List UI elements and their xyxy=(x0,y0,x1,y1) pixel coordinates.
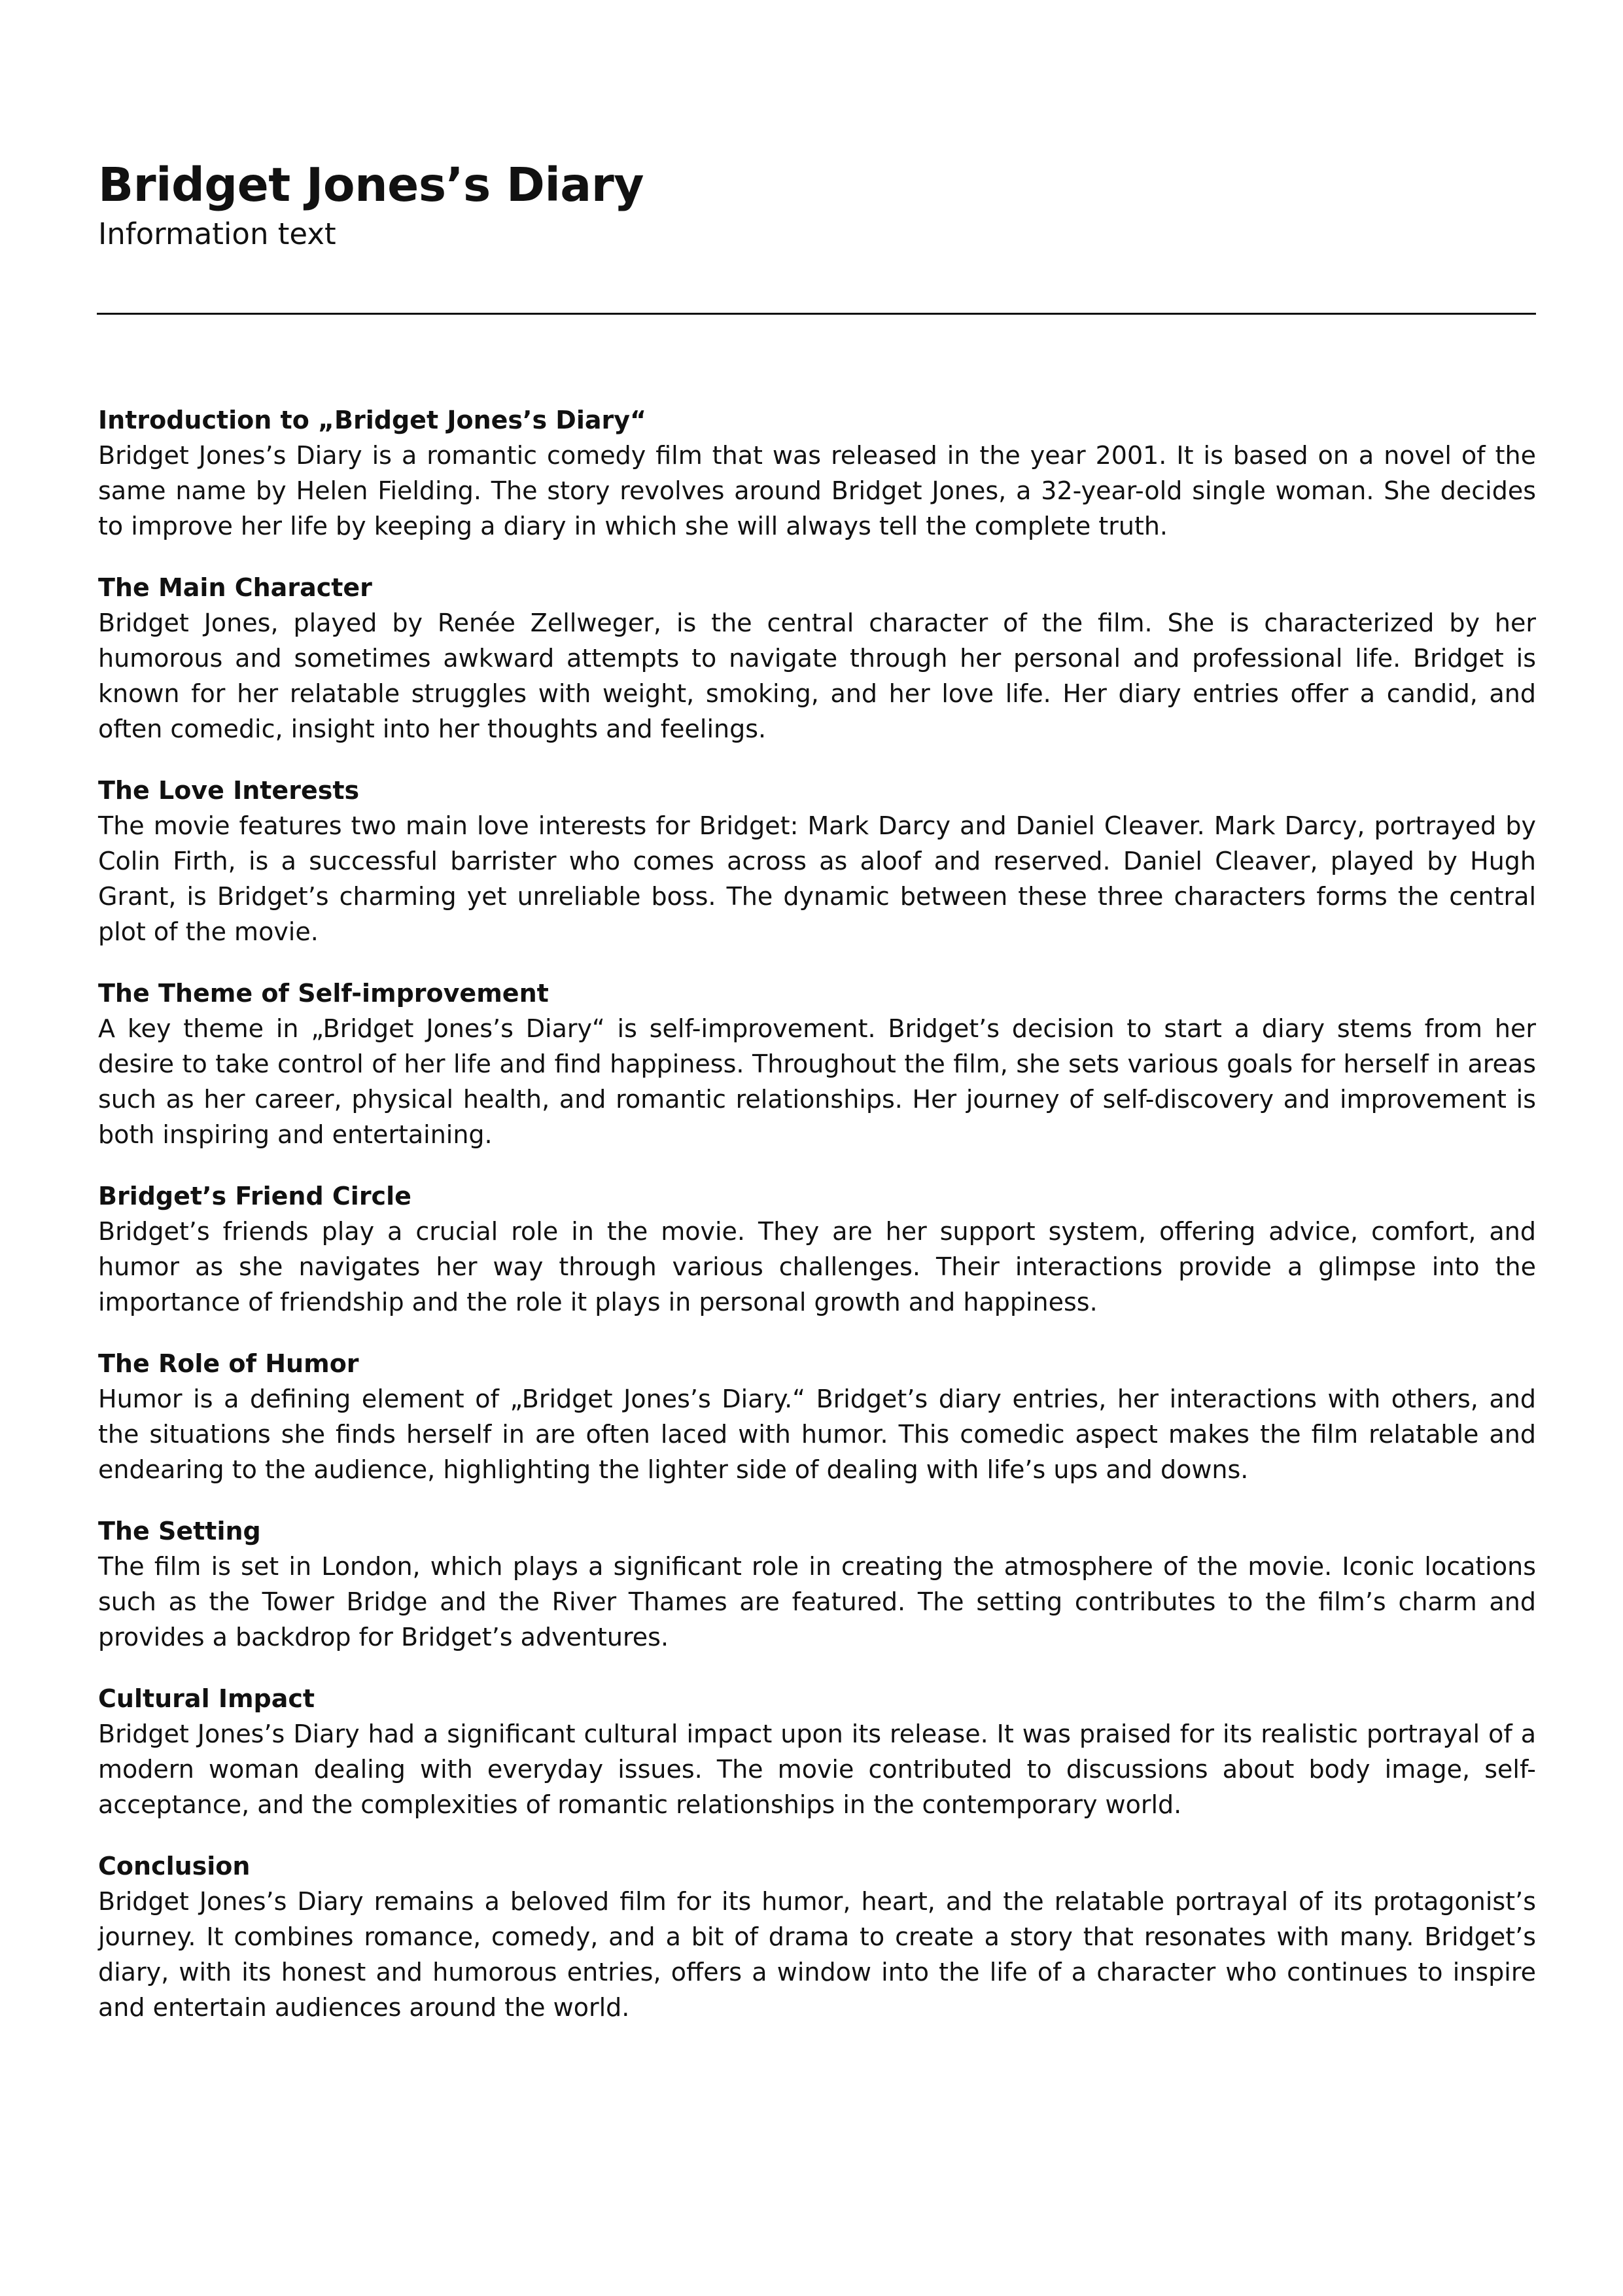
section-heading: Bridget’s Friend Circle xyxy=(98,1182,411,1210)
section-friend-circle xyxy=(98,1178,1536,1320)
section-heading: Conclusion xyxy=(98,1852,251,1881)
section-heading: The Setting xyxy=(98,1517,261,1545)
section-paragraph: The film is set in London, which plays a significant role in creating the atmosphere of the movie. Iconic locations such as the Tower Bridge and the River Thames are featured. The setting contributes to the film’s charm and provides a backdrop for Bridget’s adventures. xyxy=(98,1552,1536,1651)
document-header xyxy=(98,157,1536,254)
section-conclusion xyxy=(98,1848,1536,2025)
section-paragraph: The movie features two main love interests for Bridget: Mark Darcy and Daniel Cleaver. Mark Darcy, portrayed by Colin Firth, is a successful barrister who comes across as aloof and reserved. Daniel Cleaver, played by Hugh Grant, is Bridget’s charming yet unreliable boss. The dynamic between these three characters forms the central plot of the movie. xyxy=(98,811,1536,946)
section-heading: Cultural Impact xyxy=(98,1684,315,1713)
section-paragraph: A key theme in „Bridget Jones’s Diary“ is self-improvement. Bridget’s decision to start a diary stems from her desire to take control of her life and find happiness. Throughout the film, she sets various goals for herself in areas such as her career, physical health, and romantic relationships. Her journey of self-discovery and improvement is both inspiring and entertaining. xyxy=(98,1014,1536,1149)
section-paragraph: Bridget Jones’s Diary remains a beloved film for its humor, heart, and the relatable portrayal of its protagonist’s journey. It combines romance, comedy, and a bit of drama to create a story that resonates with many. Bridget’s diary, with its honest and humorous entries, offers a window into the life of a character who continues to inspire and entertain audiences around the world. xyxy=(98,1887,1536,2022)
section-main-character xyxy=(98,570,1536,747)
section-heading: Introduction to „Bridget Jones’s Diary“ xyxy=(98,406,647,434)
section-setting xyxy=(98,1513,1536,1655)
section-paragraph: Bridget’s friends play a crucial role in the movie. They are her support system, offering advice, comfort, and humor as she navigates her way through various challenges. Their interactions provide a glimpse into the importance of friendship and the role it plays in personal growth and happiness. xyxy=(98,1217,1536,1316)
document-title: Bridget Jones’s Diary xyxy=(98,158,644,212)
section-heading: The Role of Humor xyxy=(98,1349,359,1378)
document-body xyxy=(98,402,1536,2051)
section-paragraph: Humor is a defining element of „Bridget Jones’s Diary.“ Bridget’s diary entries, her interactions with others, and the situations she finds herself in are often laced with humor. This comedic aspect makes the film relatable and endearing to the audience, highlighting the lighter side of dealing with life’s ups and downs. xyxy=(98,1385,1536,1484)
section-heading: The Theme of Self-improvement xyxy=(98,979,549,1008)
document-subtitle: Information text xyxy=(98,217,336,251)
section-paragraph: Bridget Jones, played by Renée Zellweger, is the central character of the film. She is characterized by her humorous and sometimes awkward attempts to navigate through her personal and professional life. Bridget is known for her relatable struggles with weight, smoking, and her love life. Her diary entries offer a candid, and often comedic, insight into her thoughts and feelings. xyxy=(98,609,1536,743)
header-divider xyxy=(97,313,1536,315)
section-paragraph: Bridget Jones’s Diary had a significant cultural impact upon its release. It was praised for its realistic portrayal of a modern woman dealing with everyday issues. The movie contributed to discussions about body image, self-acceptance, and the complexities of romantic relationships in the contemporary world. xyxy=(98,1720,1536,1819)
section-heading: The Love Interests xyxy=(98,776,360,805)
section-cultural-impact xyxy=(98,1681,1536,1822)
section-introduction xyxy=(98,402,1536,544)
section-paragraph: Bridget Jones’s Diary is a romantic comedy film that was released in the year 2001. It is based on a novel of the same name by Helen Fielding. The story revolves around Bridget Jones, a 32-year-old single woman. She decides to improve her life by keeping a diary in which she will always tell the complete truth. xyxy=(98,441,1536,540)
section-role-of-humor xyxy=(98,1346,1536,1487)
section-love-interests xyxy=(98,773,1536,949)
section-self-improvement xyxy=(98,976,1536,1152)
section-heading: The Main Character xyxy=(98,573,372,602)
